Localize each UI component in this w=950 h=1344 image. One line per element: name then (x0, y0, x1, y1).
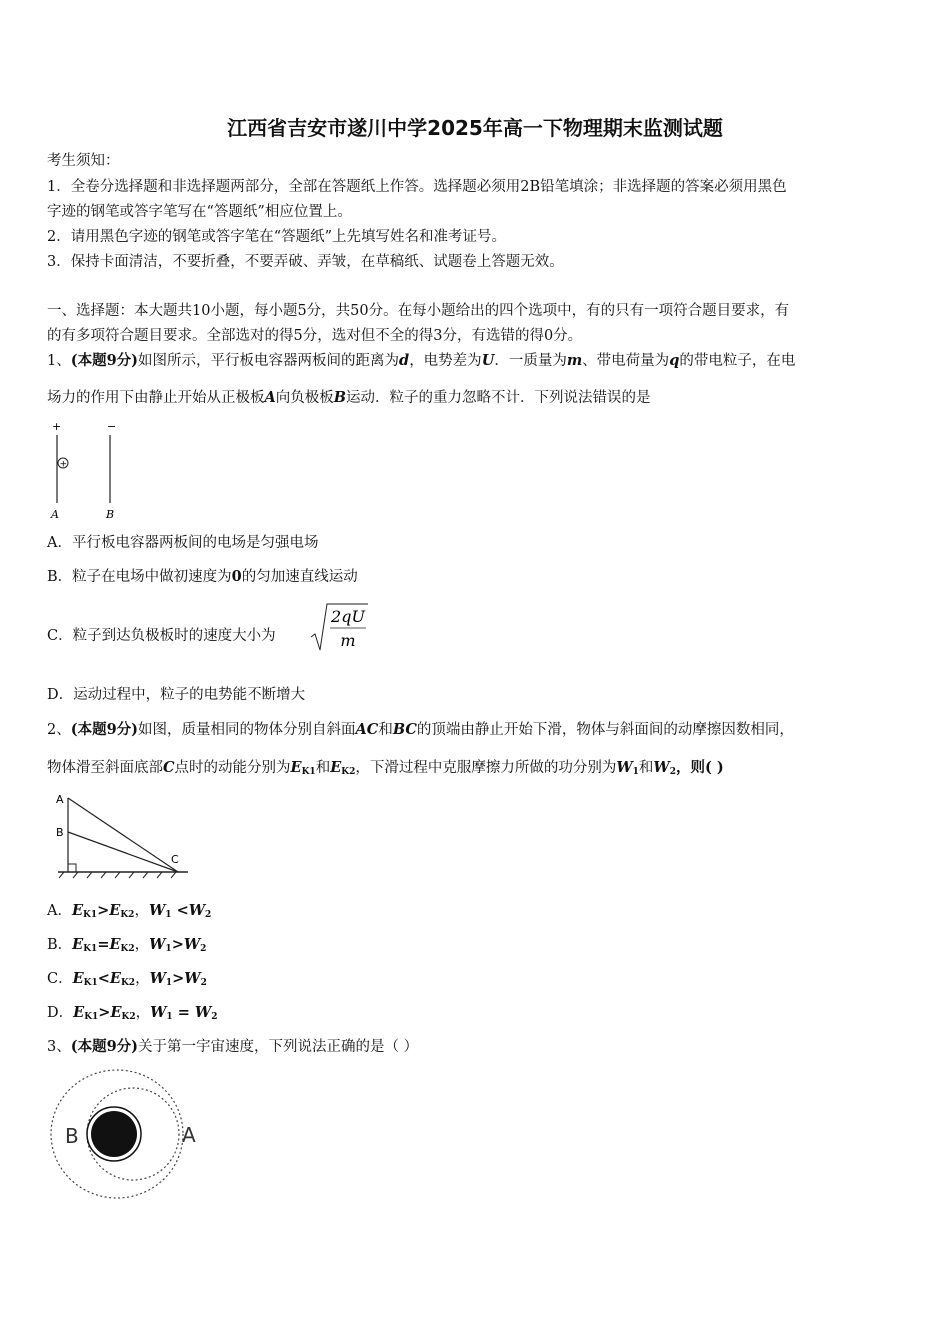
q2-stem-line2: 物体滑至斜面底部C点时的动能分别为$E_{K1}$和$E_{K2}$，下滑过程中克服摩擦力所做的功分别为$W_1$和$W_2$，则( ) (47, 759, 724, 777)
incline-ac (68, 798, 178, 872)
orbit-figure (46, 1066, 206, 1206)
plate-label-a: A (51, 508, 59, 521)
point-label-b: B (56, 826, 64, 839)
q2-stem-line1: 2、(本题9分)如图，质量相同的物体分别自斜面AC和BC的顶端由静止开始下滑，物体与斜面间的动摩擦因数相同， (47, 721, 794, 738)
q1-option-d: D．运动过程中，粒子的电势能不断增大 (47, 687, 306, 703)
q1-option-b: B．粒子在电场中做初速度为0的匀加速直线运动 (47, 568, 358, 585)
notice-item-1: 1．全卷分选择题和非选择题两部分，全部在答题纸上作答。选择题必须用2B铅笔填涂；非选择题的答案必须用黑色 (47, 179, 787, 195)
page-title: 江西省吉安市遂川中学2025年高一下物理期末监测试题 (227, 116, 723, 140)
formula-denominator: m (340, 631, 356, 650)
q2-option-a: A．$E_{K1}>E_{K2}$，$W_1 <W_2$ (47, 902, 212, 920)
q1-stem-line1: 1、(本题9分)如图所示，平行板电容器两板间的距离为d，电势差为U．一质量为m、带电荷量为q的带电粒子，在电 (47, 352, 796, 369)
q3-stem: 3、(本题9分)关于第一宇宙速度，下列说法正确的是（ ） (47, 1038, 419, 1055)
sqrt-formula (308, 601, 370, 655)
q2-option-c: C．$E_{K1}<E_{K2}$，$W_1>W_2$ (47, 970, 207, 988)
particle-charge: + (59, 459, 68, 470)
point-label-b: B (65, 1124, 79, 1148)
q1-option-c: C．粒子到达负极板时的速度大小为 (47, 628, 276, 644)
plate-label-b: B (106, 508, 115, 521)
point-label-a: A (56, 793, 64, 806)
formula-numerator: 2qU (331, 607, 365, 626)
capacitor-figure (40, 418, 130, 523)
q2-option-b: B．$E_{K1}=E_{K2}$，$W_1>W_2$ (47, 936, 207, 954)
q1-stem-line2: 场力的作用下由静止开始从正极板A向负极板B运动．粒子的重力忽略不计．下列说法错误的是 (47, 389, 651, 406)
q1-option-a: A．平行板电容器两板间的电场是匀强电场 (47, 535, 319, 551)
minus-sign: − (107, 420, 117, 433)
notice-item-3: 3．保持卡面清洁，不要折叠，不要弄破、弄皱，在草稿纸、试题卷上答题无效。 (47, 254, 564, 270)
q2-option-d: D．$E_{K1}>E_{K2}$，$W_1 = W_2$ (47, 1004, 218, 1022)
notice-item-2: 2．请用黑色字迹的钢笔或答字笔在“答题纸”上先填写姓名和准考证号。 (47, 229, 507, 245)
ground-hatch (59, 872, 176, 878)
q1-number: 1、 (47, 353, 71, 369)
incline-figure (50, 790, 195, 882)
plus-sign: + (52, 420, 62, 433)
section-header-line2: 的有多项符合题目要求。全部选对的得5分，选对但不全的得3分，有选错的得0分。 (47, 328, 583, 344)
section-header-line1: 一、选择题：本大题共10小题，每小题5分，共50分。在每小题给出的四个选项中，有的只有一项符合题目要求，有 (47, 303, 790, 319)
planet-icon (91, 1111, 137, 1157)
right-angle-mark (68, 864, 76, 872)
point-label-c: C (171, 853, 179, 866)
notice-item-1-cont: 字迹的钢笔或答字笔写在“答题纸”相应位置上。 (47, 204, 352, 220)
notice-heading: 考生须知： (47, 153, 120, 169)
q1-tag: (本题9分) (70, 352, 139, 369)
point-label-a: A (182, 1123, 196, 1147)
incline-bc (68, 832, 178, 872)
